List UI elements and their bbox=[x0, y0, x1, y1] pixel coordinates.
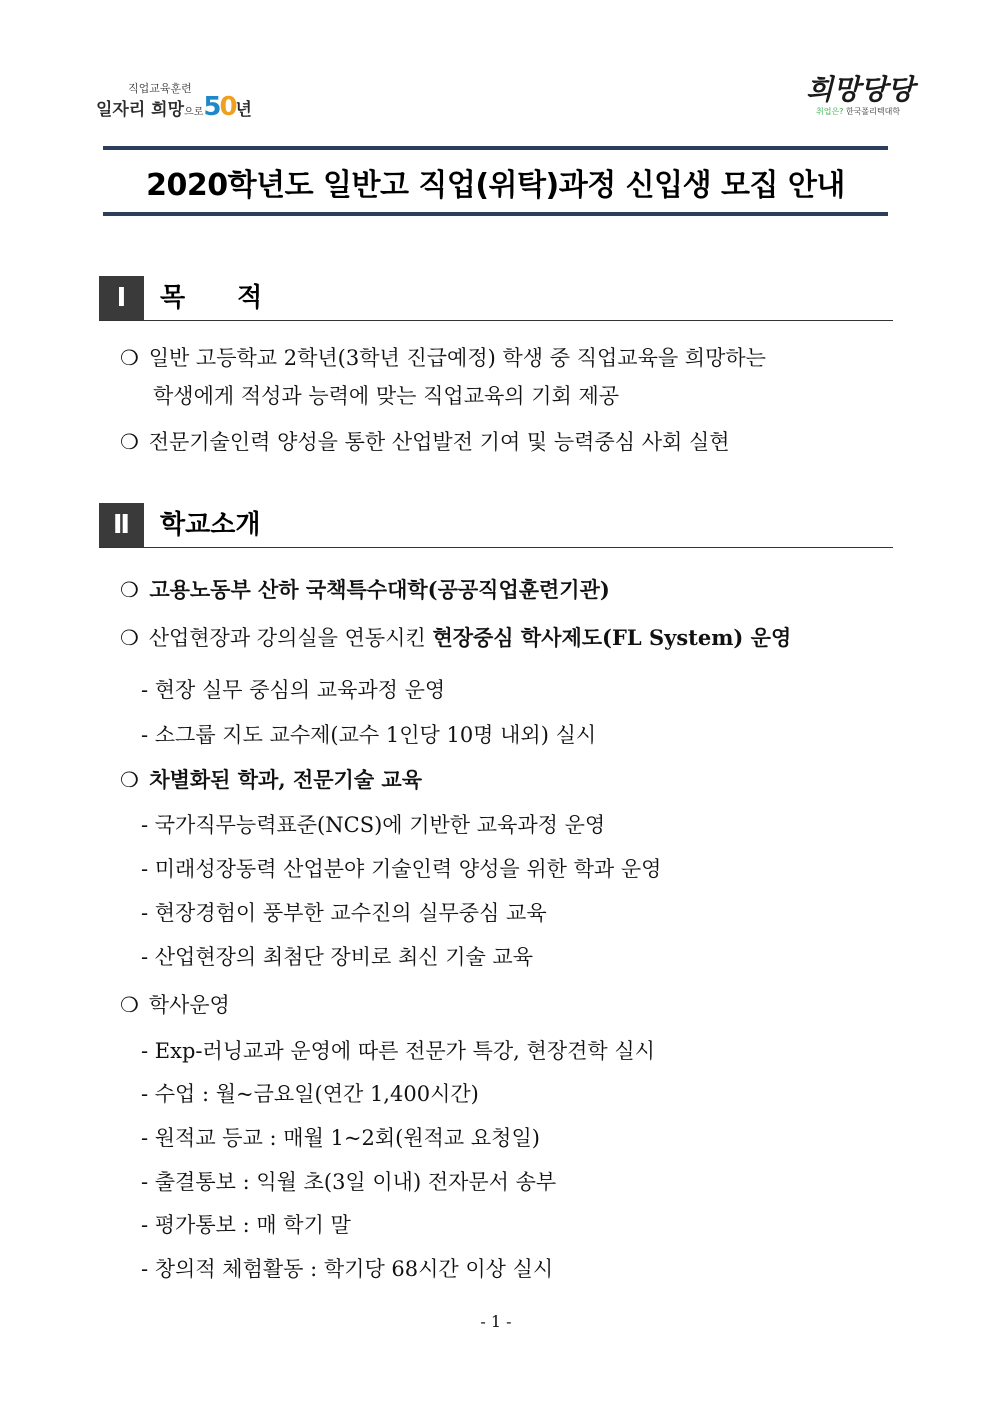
section-1-rule bbox=[99, 320, 893, 321]
list-item: - 산업현장의 최첨단 장비로 최신 기술 교육 bbox=[141, 945, 534, 969]
logo-polytech bbox=[800, 68, 915, 124]
bullet-circle-icon: ❍ bbox=[120, 626, 139, 650]
logo-tagline: 직업교육훈련 bbox=[128, 82, 192, 95]
bullet-circle-icon: ❍ bbox=[120, 430, 139, 454]
page-number: - 1 - bbox=[480, 1312, 512, 1331]
list-item: - 수업 : 월~금요일(연간 1,400시간) bbox=[141, 1082, 479, 1106]
list-item: - 평가통보 : 매 학기 말 bbox=[141, 1213, 351, 1237]
list-item: - 현장경험이 풍부한 교수진의 실무중심 교육 bbox=[141, 901, 547, 925]
list-item: - 현장 실무 중심의 교육과정 운영 bbox=[141, 678, 446, 702]
section-2-rule bbox=[99, 547, 893, 548]
list-item: - 창의적 체험활동 : 학기당 68시간 이상 실시 bbox=[141, 1257, 554, 1281]
list-item: - 소그룹 지도 교수제(교수 1인당 10명 내외) 실시 bbox=[141, 723, 597, 747]
list-item: - 국가직무능력표준(NCS)에 기반한 교육과정 운영 bbox=[141, 813, 606, 837]
list-item: - 원적교 등교 : 매월 1~2회(원적교 요청일) bbox=[141, 1126, 540, 1150]
section-1-item-1-cont: 학생에게 적성과 능력에 맞는 직업교육의 기회 제공 bbox=[153, 384, 620, 408]
section-2-heading: 학교소개 bbox=[160, 510, 261, 540]
section-1-number: Ⅰ bbox=[99, 276, 144, 320]
title-bottom-rule bbox=[103, 212, 888, 216]
logo-polytech-sub: 취업은? 한국폴리텍대학 bbox=[816, 107, 901, 116]
bullet-circle-icon: ❍ bbox=[120, 346, 139, 370]
list-item: - Exp-러닝교과 운영에 따른 전문가 특강, 현장견학 실시 bbox=[141, 1039, 655, 1063]
section-1-heading: 목 적 bbox=[160, 283, 263, 313]
section-2-bullet-1: ❍ 고용노동부 산하 국책특수대학(공공직업훈련기관) bbox=[120, 577, 610, 602]
bullet-circle-icon: ❍ bbox=[120, 768, 139, 792]
section-2-bullet-2: ❍ 산업현장과 강의실을 연동시킨 현장중심 학사제도(FL System) 운영 bbox=[120, 625, 792, 650]
section-1-item-1: ❍ 일반 고등학교 2학년(3학년 진급예정) 학생 중 직업교육을 희망하는 bbox=[120, 346, 766, 370]
logo-50th-anniversary bbox=[96, 80, 256, 120]
list-item: - 출결통보 : 익월 초(3일 이내) 전자문서 송부 bbox=[141, 1170, 557, 1194]
bullet-circle-icon: ❍ bbox=[120, 993, 139, 1017]
section-2-bullet-3: ❍ 차별화된 학과, 전문기술 교육 bbox=[120, 767, 422, 792]
title-top-rule bbox=[103, 146, 888, 150]
list-item: - 미래성장동력 산업분야 기술인력 양성을 위한 학과 운영 bbox=[141, 857, 662, 881]
section-2-bullet-4: ❍ 학사운영 bbox=[120, 993, 230, 1017]
bullet-circle-icon: ❍ bbox=[120, 578, 139, 602]
logo-polytech-wordmark: 희망당당 bbox=[806, 73, 915, 106]
logo-slogan: 일자리 희망으로50년 bbox=[96, 92, 252, 122]
section-2-number: Ⅱ bbox=[99, 503, 144, 547]
section-1-item-2: ❍ 전문기술인력 양성을 통한 산업발전 기여 및 능력중심 사회 실현 bbox=[120, 430, 730, 454]
page-title: 2020학년도 일반고 직업(위탁)과정 신입생 모집 안내 bbox=[146, 168, 845, 203]
